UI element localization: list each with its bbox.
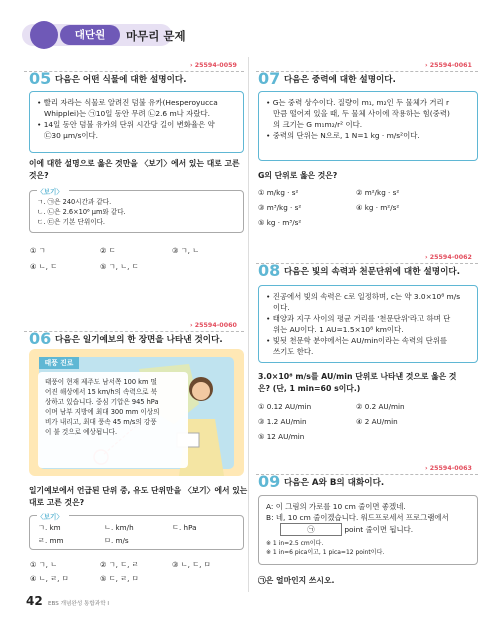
q06-t4: 이며 남부 지방에 최대 300 mm 이상의 bbox=[45, 408, 160, 416]
q06-option-3[interactable]: ③ ㄴ, ㄷ, ㅁ bbox=[172, 560, 211, 569]
q08-b2b: 위는 AU이다. 1 AU=1.5×10⁸ km이다. bbox=[273, 325, 404, 334]
q05-option-4[interactable]: ④ ㄴ, ㄷ bbox=[30, 262, 58, 271]
q06-t6: 이 불 것으로 예상됩니다. bbox=[45, 428, 118, 436]
q07-option-2[interactable]: ② m²/kg · s² bbox=[356, 188, 400, 197]
q08-b3b: 쓰기도 한다. bbox=[273, 347, 314, 356]
q05-l2: ㄴ. ㉡은 2.6×10⁶ μm와 같다. bbox=[37, 208, 126, 216]
q05-option-1[interactable]: ① ㄱ bbox=[30, 246, 46, 255]
q08-divider bbox=[256, 263, 478, 264]
q05-ask: 이에 대한 설명으로 옳은 것만을 〈보기〉에서 있는 대로 고른 것은? bbox=[29, 159, 240, 180]
q06-k1: ㄱ. km bbox=[38, 523, 61, 532]
chapter-icon bbox=[30, 21, 58, 49]
q05-question: 다음은 어떤 식물에 대한 설명이다. bbox=[55, 75, 187, 85]
q09-n2: ※ 1 in=6 pica이고, 1 pica=12 point이다. bbox=[266, 549, 385, 556]
q05-l1: ㄱ. ㉠은 240시간과 같다. bbox=[37, 198, 112, 206]
q05-option-3[interactable]: ③ ㄱ, ㄴ bbox=[172, 246, 200, 255]
q05-b2b: ㉢30 μm/s이다. bbox=[44, 131, 99, 140]
q06-option-1[interactable]: ① ㄱ, ㄴ bbox=[30, 560, 58, 569]
q09-code: › 25594-0063 bbox=[425, 465, 472, 472]
q06-bogi-label: 〈보기〉 bbox=[37, 512, 69, 522]
q06-t1: 태풍이 현재 제주도 남서쪽 100 km 떨 bbox=[45, 378, 157, 386]
q08-option-1[interactable]: ① 0.12 AU/min bbox=[258, 402, 312, 411]
forecast-textbox bbox=[38, 372, 188, 468]
q07-number: 07 bbox=[258, 69, 281, 88]
q08-option-5[interactable]: ⑤ 12 AU/min bbox=[258, 432, 305, 441]
q06-option-2[interactable]: ② ㄱ, ㄷ, ㄹ bbox=[100, 560, 139, 569]
q05-bogi-label: 〈보기〉 bbox=[37, 187, 69, 197]
q05-l3: ㄷ. ㉢은 기본 단위이다. bbox=[37, 218, 106, 226]
q07-option-5[interactable]: ⑤ kg · m³/s² bbox=[258, 218, 302, 227]
q08-option-3[interactable]: ③ 1.2 AU/min bbox=[258, 417, 307, 426]
q06-option-5[interactable]: ⑤ ㄷ, ㄹ, ㅁ bbox=[100, 574, 139, 583]
q06-k3: ㄷ. hPa bbox=[172, 523, 197, 532]
q08-b1b: 이다. bbox=[273, 303, 290, 312]
q05-b1: • 빨리 자라는 식물로 알려진 덤불 유카(Hesperoyucca bbox=[37, 98, 218, 107]
q08-code: › 25594-0062 bbox=[425, 254, 472, 261]
q05-option-2[interactable]: ② ㄷ bbox=[100, 246, 116, 255]
q06-question: 다음은 일기예보의 한 장면을 나타낸 것이다. bbox=[55, 335, 223, 345]
q08-option-4[interactable]: ④ 2 AU/min bbox=[356, 417, 398, 426]
q07-divider bbox=[256, 71, 478, 72]
q07-b1: • G는 중력 상수이다. 질량이 m₁, m₂인 두 물체가 거리 r bbox=[266, 98, 450, 107]
typhoon-label: 태풍 진로 bbox=[39, 357, 79, 369]
footer-text: EBS 개념완성 통합과학 Ⅰ bbox=[48, 601, 110, 607]
q06-t2: 어진 해상에서 15 km/h의 속력으로 북 bbox=[45, 388, 157, 396]
page-title: 마무리 문제 bbox=[126, 29, 186, 43]
q05-b2: • 14일 동안 덤불 유카의 단위 시간당 길이 변화율은 약 bbox=[37, 120, 215, 129]
q05-divider bbox=[24, 71, 244, 72]
q08-option-2[interactable]: ② 0.2 AU/min bbox=[356, 402, 405, 411]
q06-t3: 상하고 있습니다. 중심 기압은 945 hPa bbox=[45, 398, 159, 406]
q08-b1: • 진공에서 빛의 속력은 c로 일정하며, c는 약 3.0×10⁸ m/s bbox=[266, 292, 461, 301]
q09-n1: ※ 1 in=2.5 cm이다. bbox=[266, 540, 324, 547]
q06-k5: ㅁ. m/s bbox=[104, 536, 129, 545]
q06-option-4[interactable]: ④ ㄴ, ㄹ, ㅁ bbox=[30, 574, 69, 583]
q05-option-5[interactable]: ⑤ ㄱ, ㄴ, ㄷ bbox=[100, 262, 139, 271]
q06-number: 06 bbox=[29, 329, 52, 348]
q07-option-3[interactable]: ③ m³/kg · s² bbox=[258, 203, 302, 212]
q08-info-box bbox=[258, 285, 478, 363]
q09-number: 09 bbox=[258, 472, 281, 491]
q06-k4: ㄹ. mm bbox=[38, 536, 64, 545]
q05-info-box bbox=[29, 91, 244, 153]
q06-divider bbox=[24, 331, 244, 332]
q09-question: 다음은 A와 B의 대화이다. bbox=[284, 478, 385, 488]
q08-b3: • 빛됫 천문학 분야에서는 AU/min이라는 속력의 단위를 bbox=[266, 336, 447, 345]
q05-b1b: Whipplei)는 ㉠10일 동안 무려 ㉡2.6 m나 자랐다. bbox=[44, 109, 210, 118]
column-divider bbox=[248, 57, 249, 592]
q05-number: 05 bbox=[29, 69, 52, 88]
q08-b2: • 태양과 지구 사이의 평균 거리를 '천문단위'라고 하며 단 bbox=[266, 314, 451, 323]
q06-t5: 비가 내리고, 최대 풍속 45 m/s의 강풍 bbox=[45, 418, 157, 426]
q07-b2: • 중력의 단위는 N으로, 1 N=1 kg · m/s²이다. bbox=[266, 131, 420, 140]
q09-divider bbox=[256, 474, 478, 475]
q07-option-1[interactable]: ① m/kg · s² bbox=[258, 188, 299, 197]
q07-ask: G의 단위로 옳은 것은? bbox=[258, 171, 338, 180]
q09-c2: point 줄이면 됩니다. bbox=[344, 525, 414, 534]
q09-blank: ㉠ bbox=[280, 523, 342, 536]
q07-b1b: 만큼 떨어져 있을 때, 두 물체 사이에 작용하는 힘(중력) bbox=[273, 109, 450, 118]
q06-code: › 25594-0060 bbox=[190, 322, 237, 329]
q06-ask: 일기예보에서 언급된 단위 중, 유도 단위만을 〈보기〉에서 있는 대로 고른 것은? bbox=[29, 486, 248, 507]
q07-code: › 25594-0061 bbox=[425, 62, 472, 69]
q09-a: A: 이 그림의 가로를 10 cm 줄이면 좋겠네. bbox=[266, 502, 406, 511]
q07-option-4[interactable]: ④ kg · m²/s² bbox=[356, 203, 400, 212]
q09-dialogue-box bbox=[258, 495, 478, 565]
q08-number: 08 bbox=[258, 261, 281, 280]
page-number: 42 bbox=[26, 594, 43, 608]
q06-k2: ㄴ. km/h bbox=[104, 523, 134, 532]
q09-b: B: 네, 10 cm 줄이겠습니다. 워드프로세서 프로그램에서 bbox=[266, 513, 449, 522]
q08-question: 다음은 빛의 속력과 천문단위에 대한 설명이다. bbox=[284, 267, 460, 277]
q08-ask: 3.0×10⁸ m/s를 AU/min 단위로 나타낸 것으로 옳은 것 은? (단, 1 min=60 s이다.) bbox=[258, 372, 457, 393]
q07-b1c: 의 크기는 G m₁m₂/r² 이다. bbox=[273, 120, 363, 129]
q09-ask: ㉠은 얼마인지 쓰시오. bbox=[258, 576, 335, 585]
header-tag: 대단원 bbox=[60, 25, 120, 45]
q05-bogi-box bbox=[29, 190, 244, 233]
q05-code: › 25594-0059 bbox=[190, 62, 237, 69]
q07-question: 다음은 중력에 대한 설명이다. bbox=[284, 75, 396, 85]
q07-info-box bbox=[258, 91, 478, 161]
